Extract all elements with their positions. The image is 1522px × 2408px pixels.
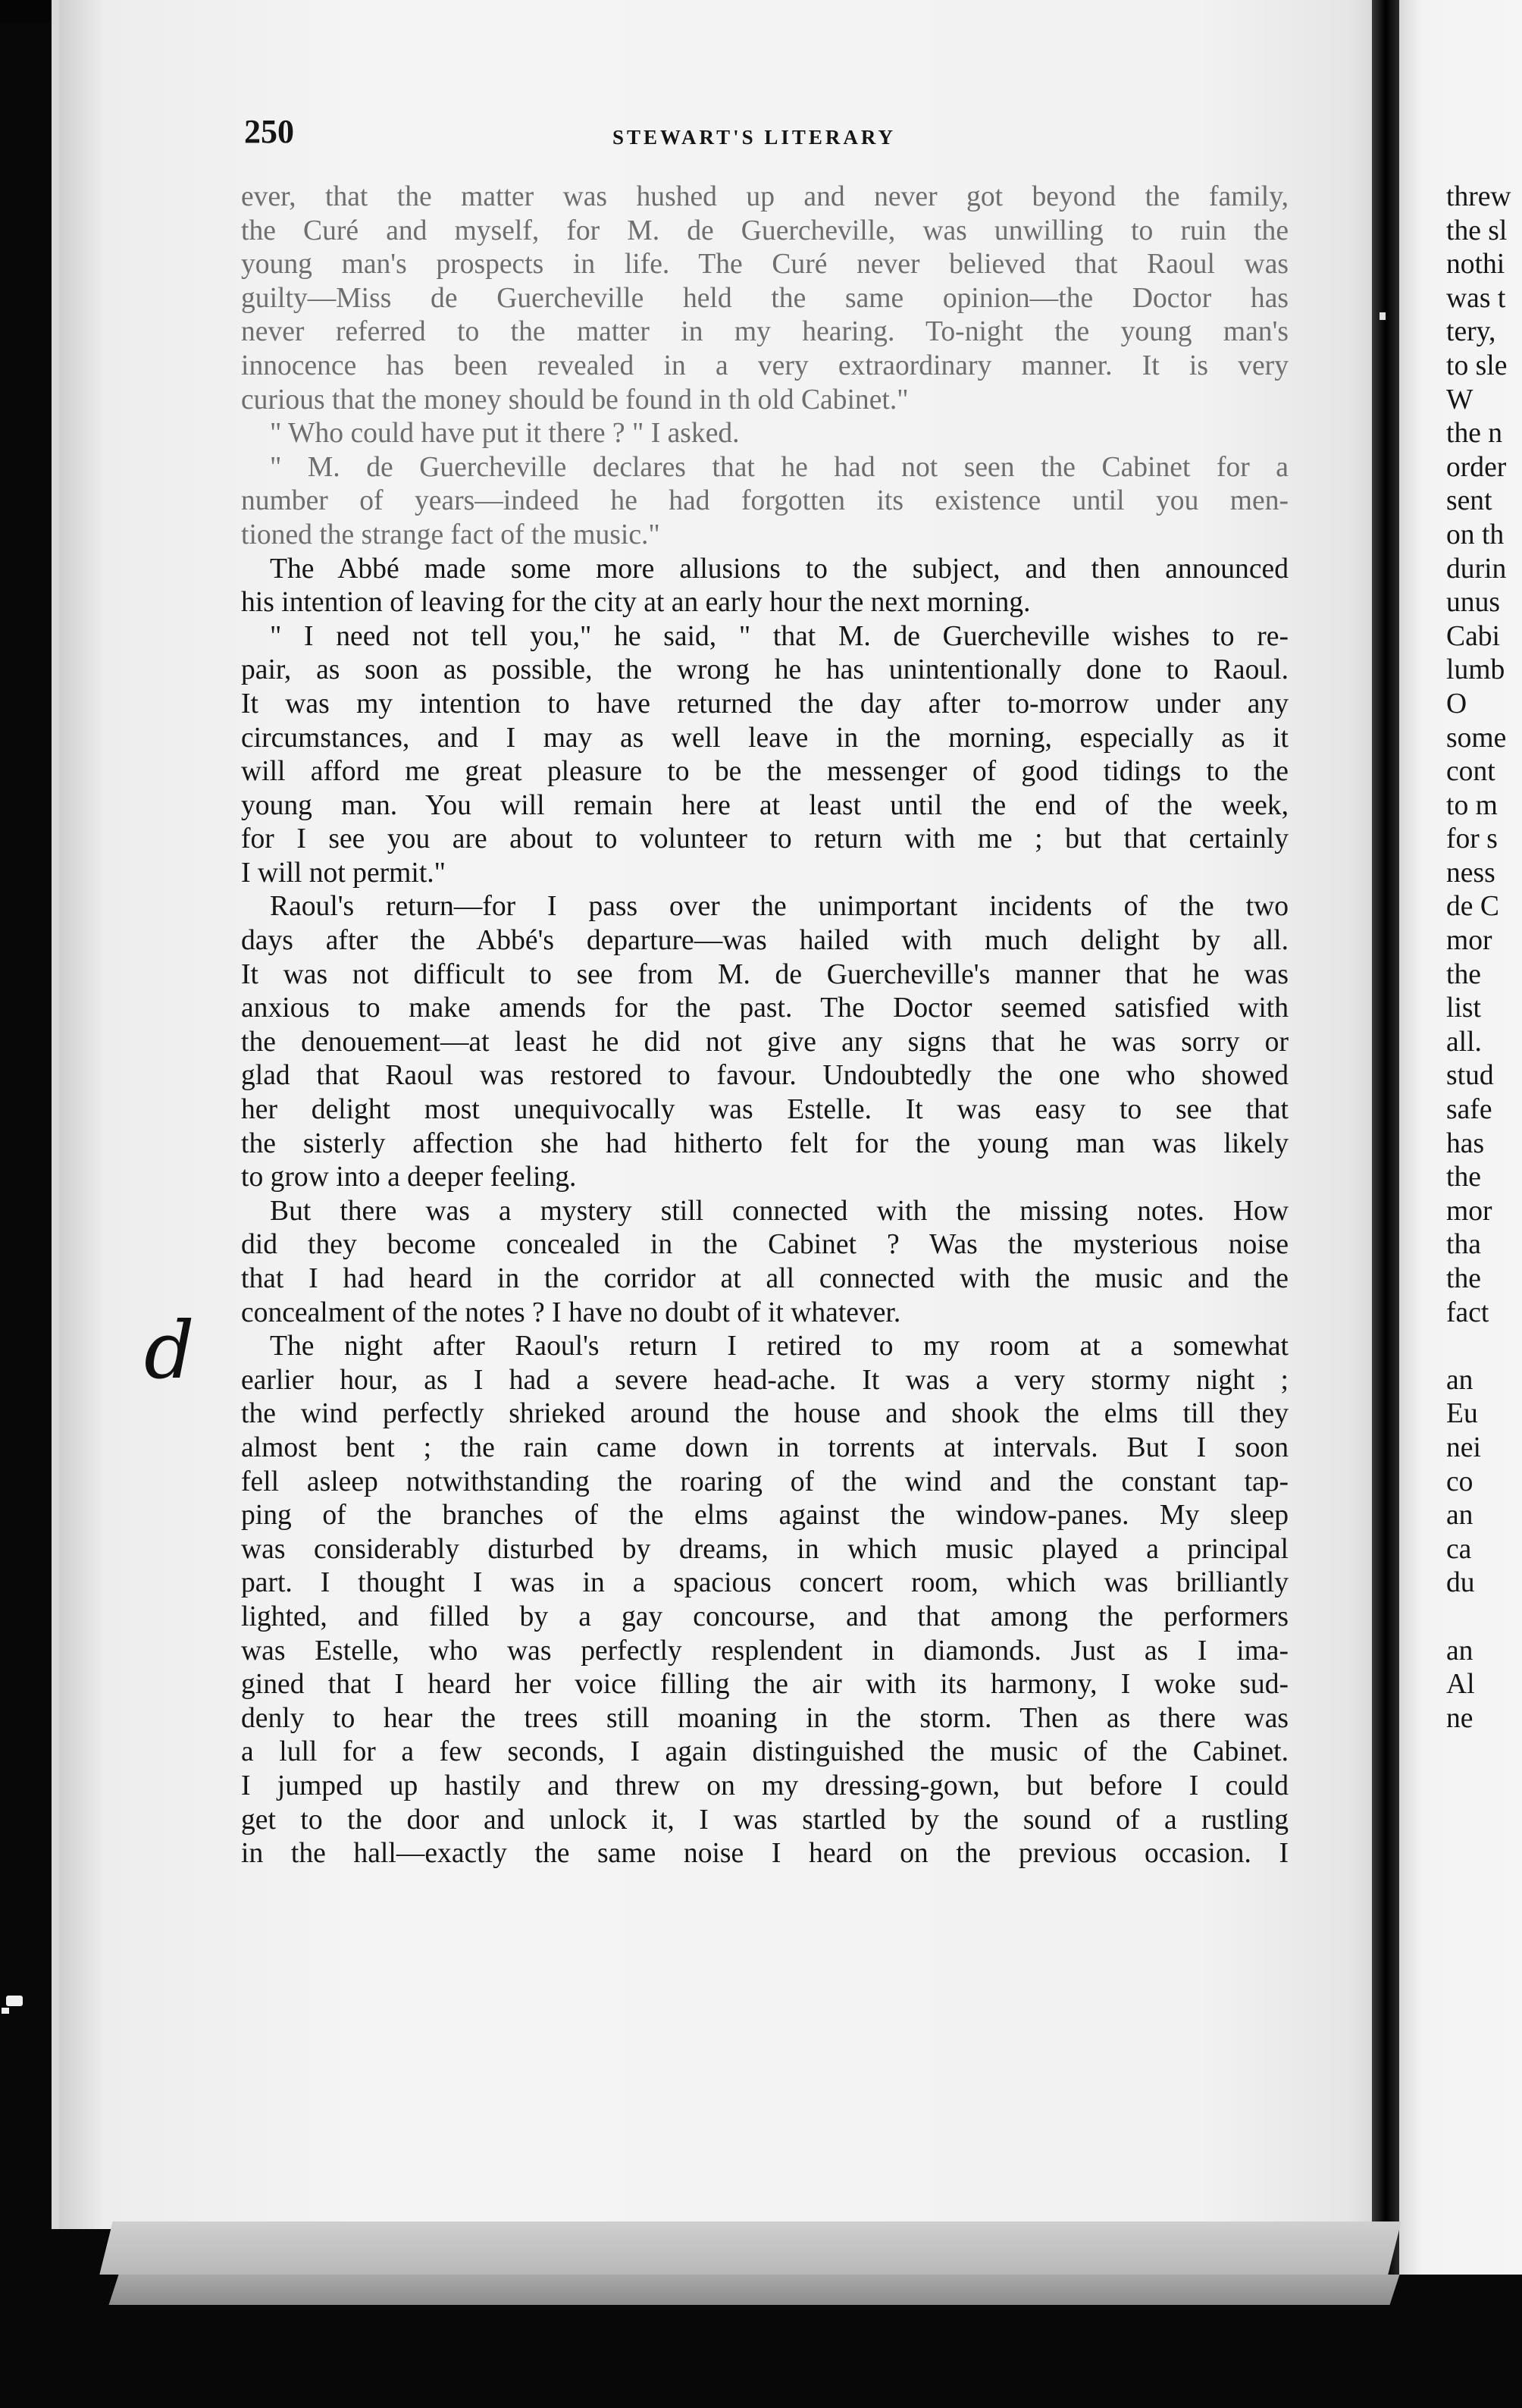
text-line: his intention of leaving for the city at an early hour the next morning. [241,587,1031,619]
facing-page-line: the [1446,1263,1481,1294]
text-line: the Curé and myself, for M. de Guercheville, was unwilling to ruin the [241,215,1289,246]
text-line: never referred to the matter in my hearing. To-night the young man's [241,316,1289,348]
text-line: " M. de Guercheville declares that he had not seen the Cabinet for a [270,451,1289,483]
text-line: concealment of the notes ? I have no doubt of it whatever. [241,1296,901,1328]
facing-page-line: Cabi [1446,620,1500,652]
facing-page-line: the sl [1446,215,1508,246]
text-line: the denouement—at least he did not give any signs that he was sorry or [241,1026,1289,1058]
facing-page-line: on th [1446,519,1505,550]
text-line: part. I thought I was in a spacious concert room, which was brilliantly [241,1567,1289,1599]
text-line: young man. You will remain here at least until the end of the week, [241,789,1289,821]
facing-page-line: sent [1446,485,1492,517]
text-line: It was my intention to have returned the day after to-morrow under any [241,688,1289,720]
book-gutter [1372,0,1399,2275]
text-line: I will not permit." [241,857,446,889]
facing-page-line: the n [1446,418,1503,450]
text-line: get to the door and unlock it, I was startled by the sound of a rustling [241,1804,1289,1836]
facing-page-text [1446,180,1522,1735]
facing-page-line: safe [1446,1094,1492,1126]
text-line: fell asleep notwithstanding the roaring of the wind and the constant tap- [241,1466,1289,1497]
text-line: anxious to make amends for the past. The Doctor seemed satisfied with [241,992,1289,1024]
text-line: guilty—Miss de Guercheville held the same opinion—the Doctor has [241,282,1289,314]
body-text [241,180,1289,1871]
page-header [244,112,1287,158]
facing-page-line: tery, [1446,316,1496,348]
facing-page-line: to m [1446,789,1498,821]
text-line: in the hall—exactly the same noise I heard on the previous occasion. I [241,1838,1289,1870]
text-line: the wind perfectly shrieked around the house and shook the elms till they [241,1398,1289,1430]
text-line: will afford me great pleasure to be the messenger of good tidings to the [241,756,1289,788]
facing-page-line: Al [1446,1669,1475,1701]
facing-page-line: threw [1446,181,1511,212]
facing-page-line: fact [1446,1296,1489,1328]
text-line: ever, that the matter was hushed up and never got beyond the family, [241,181,1289,212]
facing-page-line: list [1446,992,1481,1024]
scan-speck [1380,312,1386,320]
facing-page-line: order [1446,451,1507,483]
page-number: 250 [244,113,294,150]
text-line: circumstances, and I may as well leave in the morning, especially as it [241,722,1289,754]
page-edges-upper [99,2221,1401,2275]
text-line: a lull for a few seconds, I again distinguished the music of the Cabinet. [241,1736,1289,1768]
text-line: denly to hear the trees still moaning in the storm. Then as there was [241,1702,1289,1734]
text-line: gined that I heard her voice filling the air with its harmony, I woke sud- [241,1669,1289,1701]
facing-page-line: co [1446,1466,1473,1497]
text-line: that I had heard in the corridor at all connected with the music and the [241,1263,1289,1294]
running-head: STEWART'S LITERARY [612,126,896,149]
facing-page-line: de C [1446,891,1499,923]
text-line: The night after Raoul's return I retired to my room at a somewhat [270,1331,1289,1362]
facing-page-line: mor [1446,1195,1492,1227]
facing-page-line: an [1446,1364,1473,1396]
text-line: lighted, and filled by a gay concourse, and that among the performers [241,1601,1289,1632]
scan-speck [6,1996,23,2006]
facing-page-line: has [1446,1127,1485,1159]
text-line: was considerably disturbed by dreams, in which music played a principal [241,1533,1289,1565]
facing-page-line: the [1446,1162,1481,1193]
text-line: " I need not tell you," he said, " that M. de Guercheville wishes to re- [270,620,1289,652]
facing-page-line: stud [1446,1060,1494,1092]
facing-page-line [1446,1601,1522,1635]
text-line: days after the Abbé's departure—was hailed with much delight by all. [241,925,1289,957]
facing-page-line: du [1446,1567,1475,1599]
text-line: ping of the branches of the elms against the window-panes. My sleep [241,1500,1289,1532]
facing-page-line: Eu [1446,1398,1478,1430]
text-line: did they become concealed in the Cabinet ? Was the mysterious noise [241,1229,1289,1261]
page-edges-lower [109,2275,1400,2305]
text-line: glad that Raoul was restored to favour. Undoubtedly the one who showed [241,1060,1289,1092]
text-line: Raoul's return—for I pass over the unimportant incidents of the two [270,891,1289,923]
facing-page-line: nothi [1446,249,1505,281]
text-line: earlier hour, as I had a severe head-ache. It was a very stormy night ; [241,1364,1289,1396]
facing-page-line: some [1446,722,1507,754]
facing-page-line: ne [1446,1702,1473,1734]
facing-page-line: W [1446,384,1473,415]
text-line: almost bent ; the rain came down in torrents at intervals. But I soon [241,1431,1289,1463]
facing-page-line: durin [1446,553,1507,585]
facing-page-line: the [1446,958,1481,990]
text-line: But there was a mystery still connected with the missing notes. How [270,1195,1289,1227]
text-line: It was not difficult to see from M. de Guercheville's manner that he was [241,958,1289,990]
facing-page-line: all. [1446,1026,1482,1058]
text-line: I jumped up hastily and threw on my dressing-gown, but before I could [241,1770,1289,1801]
facing-page-line: tha [1446,1229,1481,1261]
text-line: to grow into a deeper feeling. [241,1162,577,1193]
text-line: " Who could have put it there ? " I asked. [270,418,740,450]
text-line: curious that the money should be found in th old Cabinet." [241,384,909,415]
facing-page-line: nei [1446,1431,1481,1463]
handwritten-margin-mark: d [144,1304,195,1397]
facing-page-line: lumb [1446,654,1505,686]
facing-page-line: unus [1446,587,1500,619]
facing-page-line: O [1446,688,1467,720]
facing-page-line [1446,1330,1522,1364]
text-line: tioned the strange fact of the music." [241,519,660,550]
facing-page-line: an [1446,1500,1473,1532]
facing-page-line: ca [1446,1533,1472,1565]
text-line: pair, as soon as possible, the wrong he has unintentionally done to Raoul. [241,654,1289,686]
facing-page-line: cont [1446,756,1495,788]
facing-page-line: to sle [1446,350,1508,381]
text-line: was Estelle, who was perfectly resplendent in diamonds. Just as I ima- [241,1635,1289,1666]
facing-page-line: was t [1446,282,1506,314]
scan-speck [2,2008,9,2014]
text-line: The Abbé made some more allusions to the subject, and then announced [270,553,1289,585]
facing-page-line: an [1446,1635,1473,1666]
text-line: young man's prospects in life. The Curé never believed that Raoul was [241,249,1289,281]
facing-page-line: for s [1446,823,1498,855]
facing-page-line: ness [1446,857,1495,889]
facing-page-line: mor [1446,925,1492,957]
text-line: number of years—indeed he had forgotten its existence until you men- [241,485,1289,517]
text-line: innocence has been revealed in a very extraordinary manner. It is very [241,350,1289,381]
text-line: the sisterly affection she had hitherto felt for the young man was likely [241,1127,1289,1159]
text-line: for I see you are about to volunteer to return with me ; but that certainly [241,823,1289,855]
text-line: her delight most unequivocally was Estelle. It was easy to see that [241,1094,1289,1126]
